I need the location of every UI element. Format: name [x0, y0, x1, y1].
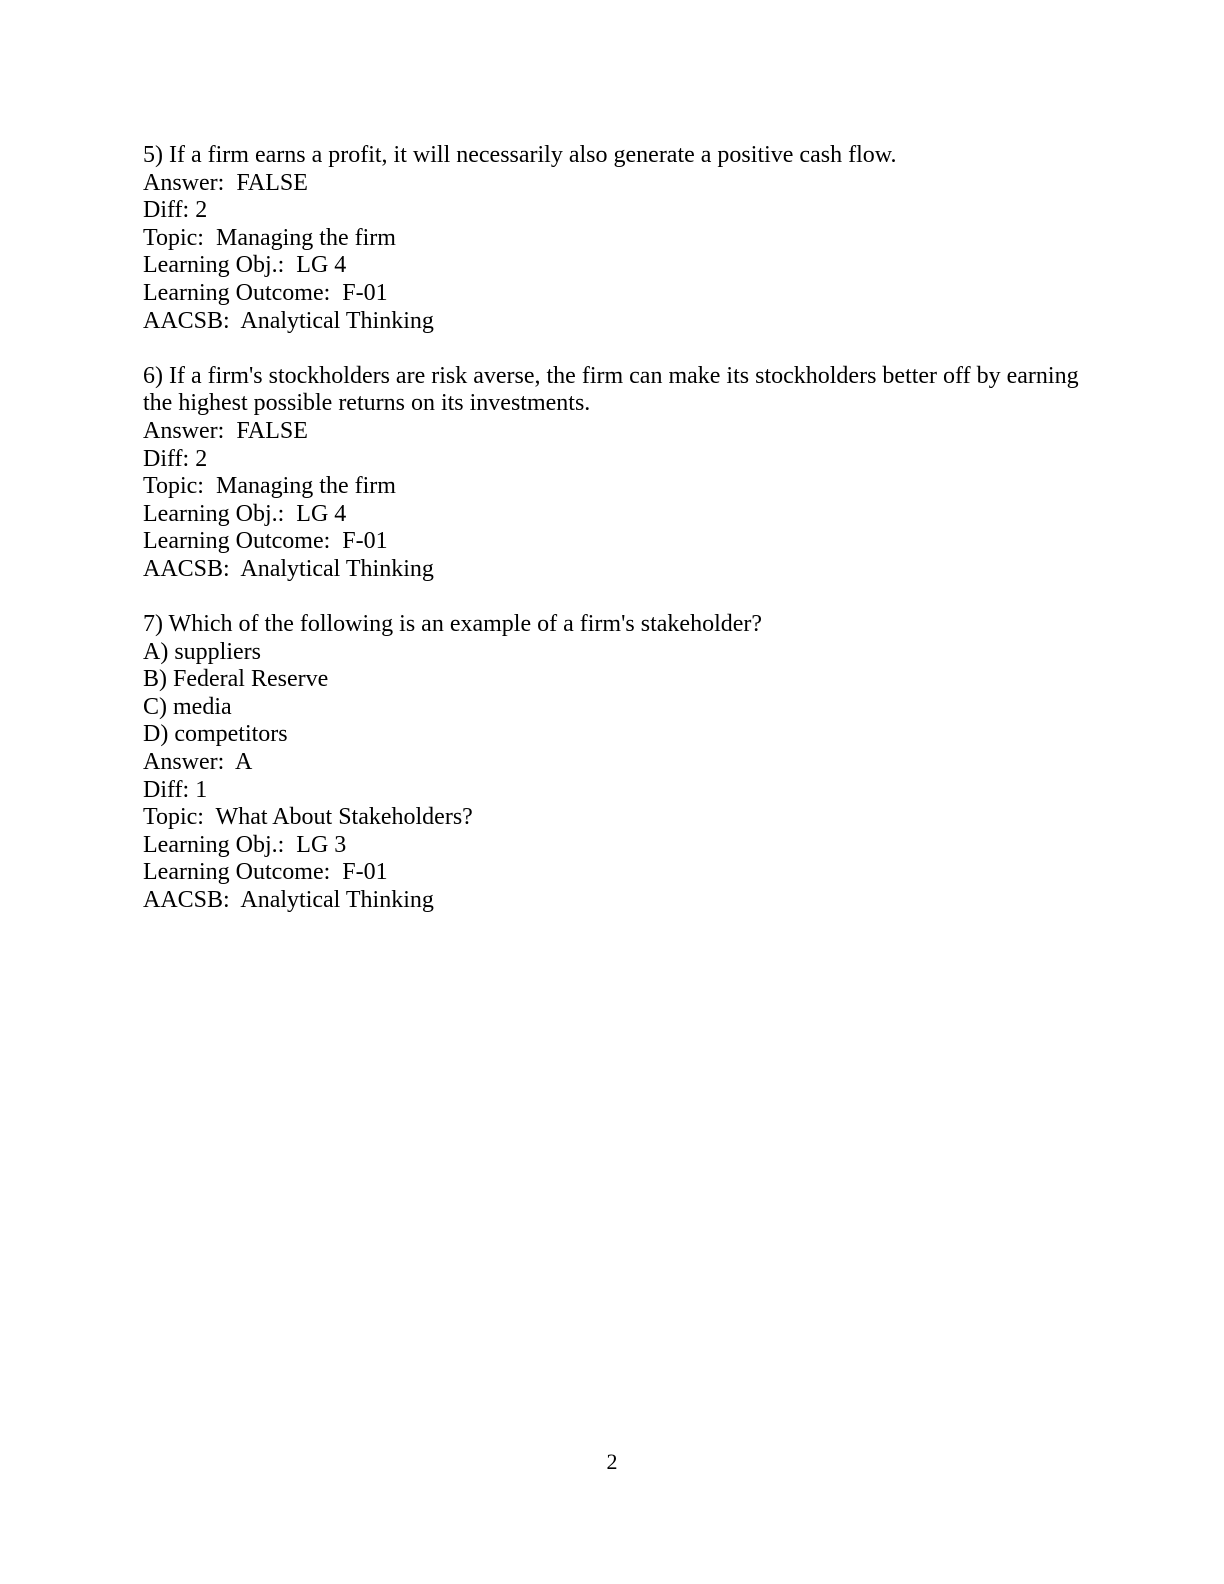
question-text: 7) Which of the following is an example of a firm's stakeholder?: [143, 611, 763, 638]
diff-line: Diff: 1: [143, 776, 208, 803]
question-block-6: [143, 362, 1085, 584]
question-block-7: [143, 611, 1080, 915]
learning-outcome-line: Learning Outcome: F-01: [143, 859, 388, 886]
answer-line: Answer: A: [143, 749, 253, 776]
answer-line: Answer: FALSE: [143, 417, 308, 444]
answer-line: Answer: FALSE: [143, 169, 308, 196]
option-line-b: B) Federal Reserve: [143, 666, 329, 693]
question-text: 5) If a firm earns a profit, it will necessarily also generate a positive cash flow.: [143, 142, 897, 168]
question-block-5: [143, 142, 1080, 335]
topic-line: Topic: Managing the firm: [143, 473, 396, 500]
learning-outcome-line: Learning Outcome: F-01: [143, 279, 388, 306]
option-line-a: A) suppliers: [143, 638, 261, 665]
option-line-c: C) media: [143, 693, 232, 720]
option-line-d: D) competitors: [143, 721, 288, 748]
topic-line: Topic: Managing the firm: [143, 224, 396, 251]
diff-line: Diff: 2: [143, 197, 208, 224]
aacsb-line: AACSB: Analytical Thinking: [143, 555, 434, 582]
learning-obj-line: Learning Obj.: LG 3: [143, 831, 347, 858]
page-number: 2: [606, 1449, 618, 1474]
question-text: 6) If a firm's stockholders are risk averse, the firm can make its stockholders better off by earning the highest possible returns on its investments.: [143, 362, 1085, 417]
learning-obj-line: Learning Obj.: LG 4: [143, 500, 347, 527]
page-content: [143, 142, 1085, 915]
learning-obj-line: Learning Obj.: LG 4: [143, 252, 347, 279]
diff-line: Diff: 2: [143, 445, 208, 472]
learning-outcome-line: Learning Outcome: F-01: [143, 528, 388, 555]
topic-line: Topic: What About Stakeholders?: [143, 804, 473, 831]
aacsb-line: AACSB: Analytical Thinking: [143, 307, 434, 334]
aacsb-line: AACSB: Analytical Thinking: [143, 887, 434, 914]
